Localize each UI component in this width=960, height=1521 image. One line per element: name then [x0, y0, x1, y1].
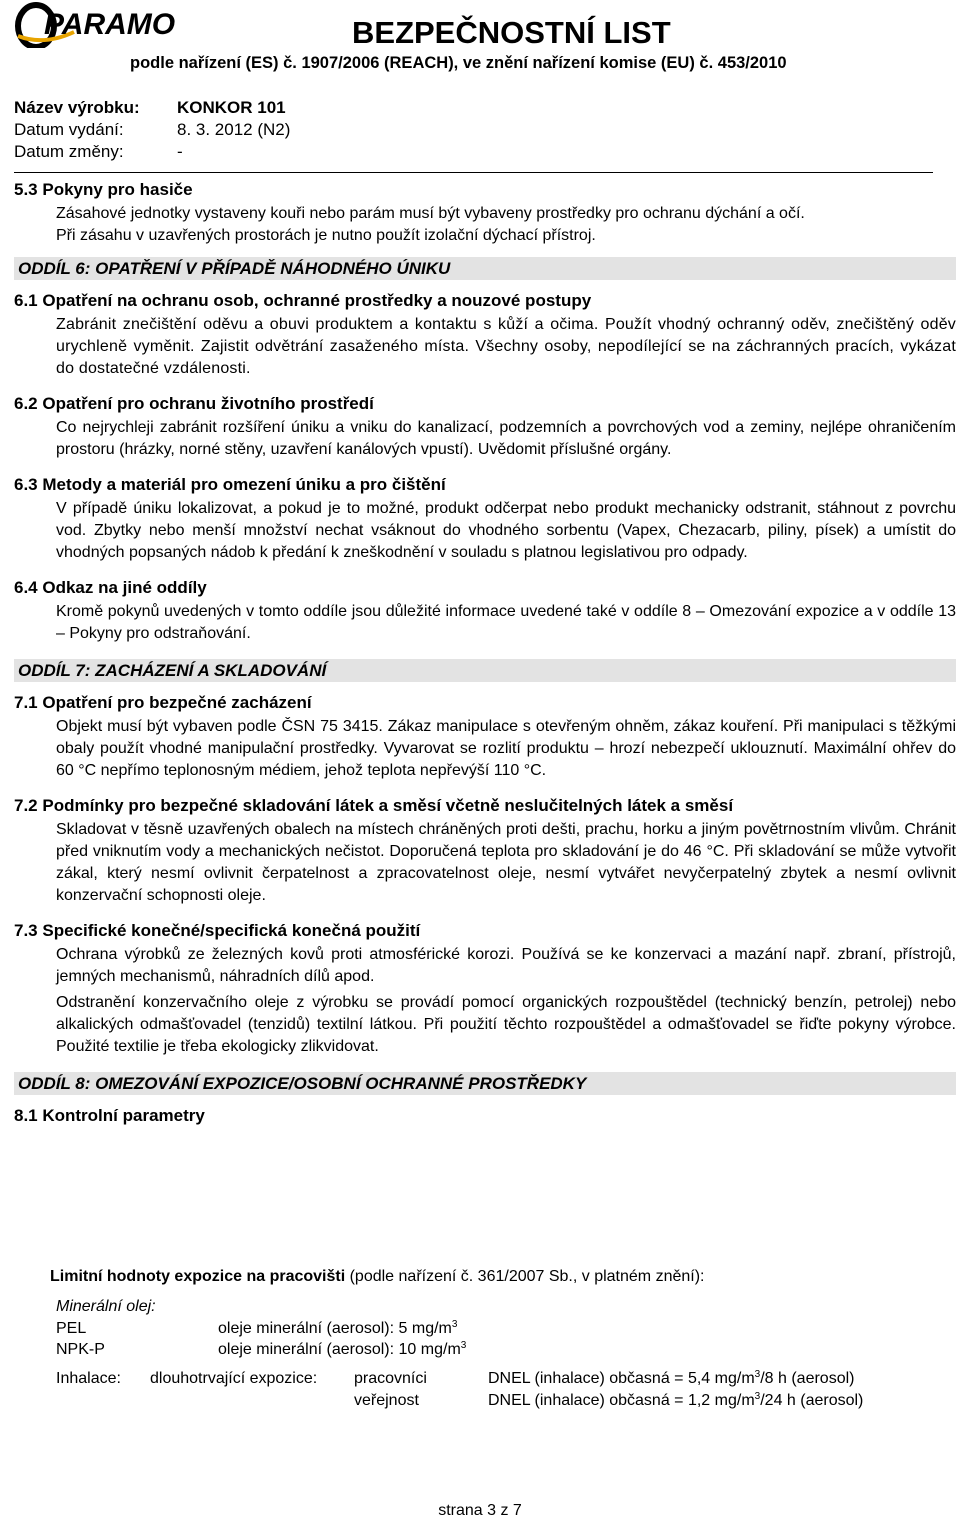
heading-6-2: 6.2 Opatření pro ochranu životního prostředí	[14, 394, 374, 413]
npk-label: NPK-P	[56, 1341, 105, 1358]
issue-date-row	[14, 120, 290, 140]
dnel-public-exponent: 3	[754, 1391, 761, 1402]
pel-unit-exponent: 3	[451, 1319, 458, 1330]
exposure-limits-title: Limitní hodnoty expozice na pracovišti	[50, 1268, 346, 1285]
text-7-2: Skladovat v těsně uzavřených obalech na místech chráněných proti dešti, prachu, horku a jiným povětrnostním vlivům. Chránit před vniknutím vody a mechanických nečistot. Doporučená teplota pro skladování je do 46 °C. Při skladování se může vytvořit zákal, který nesmí ovlivnit čerpatelnost a zpracovatelnost oleje, nesmí vytvářet nevyčerpatelný zbytek a nesmí ovlivnit konzervační schopnosti oleje.	[56, 821, 956, 904]
npk-unit-exponent: 3	[460, 1340, 467, 1351]
change-date-row	[14, 142, 183, 162]
pel-row	[56, 1320, 457, 1338]
product-name-value: KONKOR 101	[177, 98, 286, 117]
inhalation-label: Inhalace:	[56, 1370, 121, 1387]
pel-label: PEL	[56, 1320, 87, 1337]
product-name-row	[14, 98, 286, 118]
workers-label: pracovníci	[354, 1370, 427, 1387]
section-7-header: ODDÍL 7: ZACHÁZENÍ A SKLADOVÁNÍ	[14, 659, 956, 682]
header-divider	[14, 172, 933, 173]
text-7-3-b: Odstranění konzervačního oleje z výrobku se provádí pomocí organických rozpouštědel (technický benzín, petrolej) nebo alkalických odmašťovadel (tenzidů) textilní látkou. Při použití těchto rozpouštědel a odmašťovadel se řiďte pokyny výrobce. Použité textilie je třeba ekologicky zlikvidovat.	[56, 994, 956, 1055]
section-6-header: ODDÍL 6: OPATŘENÍ V PŘÍPADĚ NÁHODNÉHO ÚNIKU	[14, 257, 956, 280]
dnel-public-unit: /24 h (aerosol)	[760, 1392, 864, 1409]
paramo-logo	[14, 2, 200, 48]
dnel-workers-exponent: 3	[754, 1369, 761, 1380]
product-name-label: Název výrobku:	[14, 98, 140, 117]
text-6-1: Zabránit znečištění oděvu a obuvi produktem a kontaktu s kůží a očima. Použít vhodný ochranný oděv, znečištěný oděv urychleně vyměnit. Zajistit odvětrání zasaženého místa. Všechny osoby, nepodílející se na záchranných pracích, vykázat do dostatečné vzdálenosti.	[56, 316, 956, 377]
public-label: veřejnost	[354, 1392, 419, 1409]
npk-value: oleje minerální (aerosol): 10 mg/m	[218, 1341, 461, 1358]
section-8-header: ODDÍL 8: OMEZOVÁNÍ EXPOZICE/OSOBNÍ OCHRANNÉ PROSTŘEDKY	[14, 1072, 956, 1095]
text-6-3: V případě úniku lokalizovat, a pokud je to možné, produkt odčerpat nebo produkt mechanicky odstranit, stáhnout z povrchu vod. Zbytky nebo menší množství nechat vsáknout do vhodného sorbentu (Vapex, Chezacarb, piliny, písek) a umístit do vhodných popsaných nádob k předání k zneškodnění v souladu s platnou legislativou pro odpady.	[56, 500, 956, 561]
text-5-3-line2: Při zásahu v uzavřených prostorách je nutno použít izolační dýchací přístroj.	[56, 227, 596, 244]
text-7-1: Objekt musí být vybaven podle ČSN 75 3415. Zákaz manipulace s otevřeným ohněm, zákaz kouření. Při manipulaci s těžkými obaly použít vhodné manipulační prostředky. Vyvarovat se rozlití produktu – hrozí nebezpečí uklouznutí. Maximální ohřev do 60 °C nepřímo teplonosným médiem, jehož teplota nepřevýší 110 °C.	[56, 718, 956, 779]
text-7-3-a: Ochrana výrobků ze železných kovů proti atmosférické korozi. Používá se ke konzervaci a mazání např. zbraní, přístrojů, jemných mechanismů, náhradních dílů apod.	[56, 946, 956, 985]
heading-6-1: 6.1 Opatření na ochranu osob, ochranné prostředky a nouzové postupy	[14, 291, 592, 310]
change-date-label: Datum změny:	[14, 142, 124, 161]
page-number: strana 3 z 7	[438, 1502, 522, 1519]
long-term-exposure-label: dlouhotrvající expozice:	[150, 1370, 318, 1387]
change-date-value: -	[177, 142, 183, 161]
heading-6-4: 6.4 Odkaz na jiné oddíly	[14, 578, 207, 597]
mineral-oil-label: Minerální olej:	[56, 1298, 156, 1315]
heading-7-3: 7.3 Specifické konečné/specifická konečná použití	[14, 921, 421, 940]
dnel-public-value: DNEL (inhalace) občasná = 1,2 mg/m	[488, 1392, 755, 1409]
document-subtitle: podle nařízení (ES) č. 1907/2006 (REACH), ve znění nařízení komise (EU) č. 453/2010	[130, 54, 787, 72]
logo-text: PARAMO	[44, 8, 176, 41]
heading-8-1: 8.1 Kontrolní parametry	[14, 1106, 205, 1125]
document-title: BEZPEČNOSTNÍ LIST	[352, 15, 671, 50]
text-6-2: Co nejrychleji zabránit rozšíření úniku a vniku do kanalizací, podzemních a povrchových vod a zeminy, nejlépe ohraničením prostoru (hrázky, norné stěny, uzavření kanálových vpustí). Uvědomit příslušné orgány.	[56, 419, 956, 458]
heading-7-1: 7.1 Opatření pro bezpečné zacházení	[14, 693, 312, 712]
text-6-4: Kromě pokynů uvedených v tomto oddíle jsou důležité informace uvedené také v oddíle 8 – Omezování expozice a v oddíle 13 – Pokyny pro odstraňování.	[56, 603, 956, 642]
issue-date-label: Datum vydání:	[14, 120, 124, 139]
npk-row	[56, 1341, 466, 1359]
dnel-workers	[488, 1370, 854, 1388]
dnel-workers-value: DNEL (inhalace) občasná = 5,4 mg/m	[488, 1370, 755, 1387]
dnel-workers-unit: /8 h (aerosol)	[760, 1370, 855, 1387]
heading-6-3: 6.3 Metody a materiál pro omezení úniku a pro čištění	[14, 475, 446, 494]
heading-7-2: 7.2 Podmínky pro bezpečné skladování látek a směsí včetně neslučitelných látek a směsí	[14, 796, 734, 815]
text-5-3-line1: Zásahové jednotky vystaveny kouři nebo parám musí být vybaveny prostředky pro ochranu dýchání a očí.	[56, 205, 805, 222]
exposure-limits-note: (podle nařízení č. 361/2007 Sb., v platném znění):	[345, 1268, 705, 1285]
dnel-public	[488, 1392, 863, 1410]
issue-date-value: 8. 3. 2012 (N2)	[177, 120, 291, 139]
document-body	[14, 179, 956, 1129]
heading-5-3: 5.3 Pokyny pro hasiče	[14, 180, 193, 199]
exposure-limits-line	[50, 1268, 704, 1286]
pel-value: oleje minerální (aerosol): 5 mg/m	[218, 1320, 452, 1337]
